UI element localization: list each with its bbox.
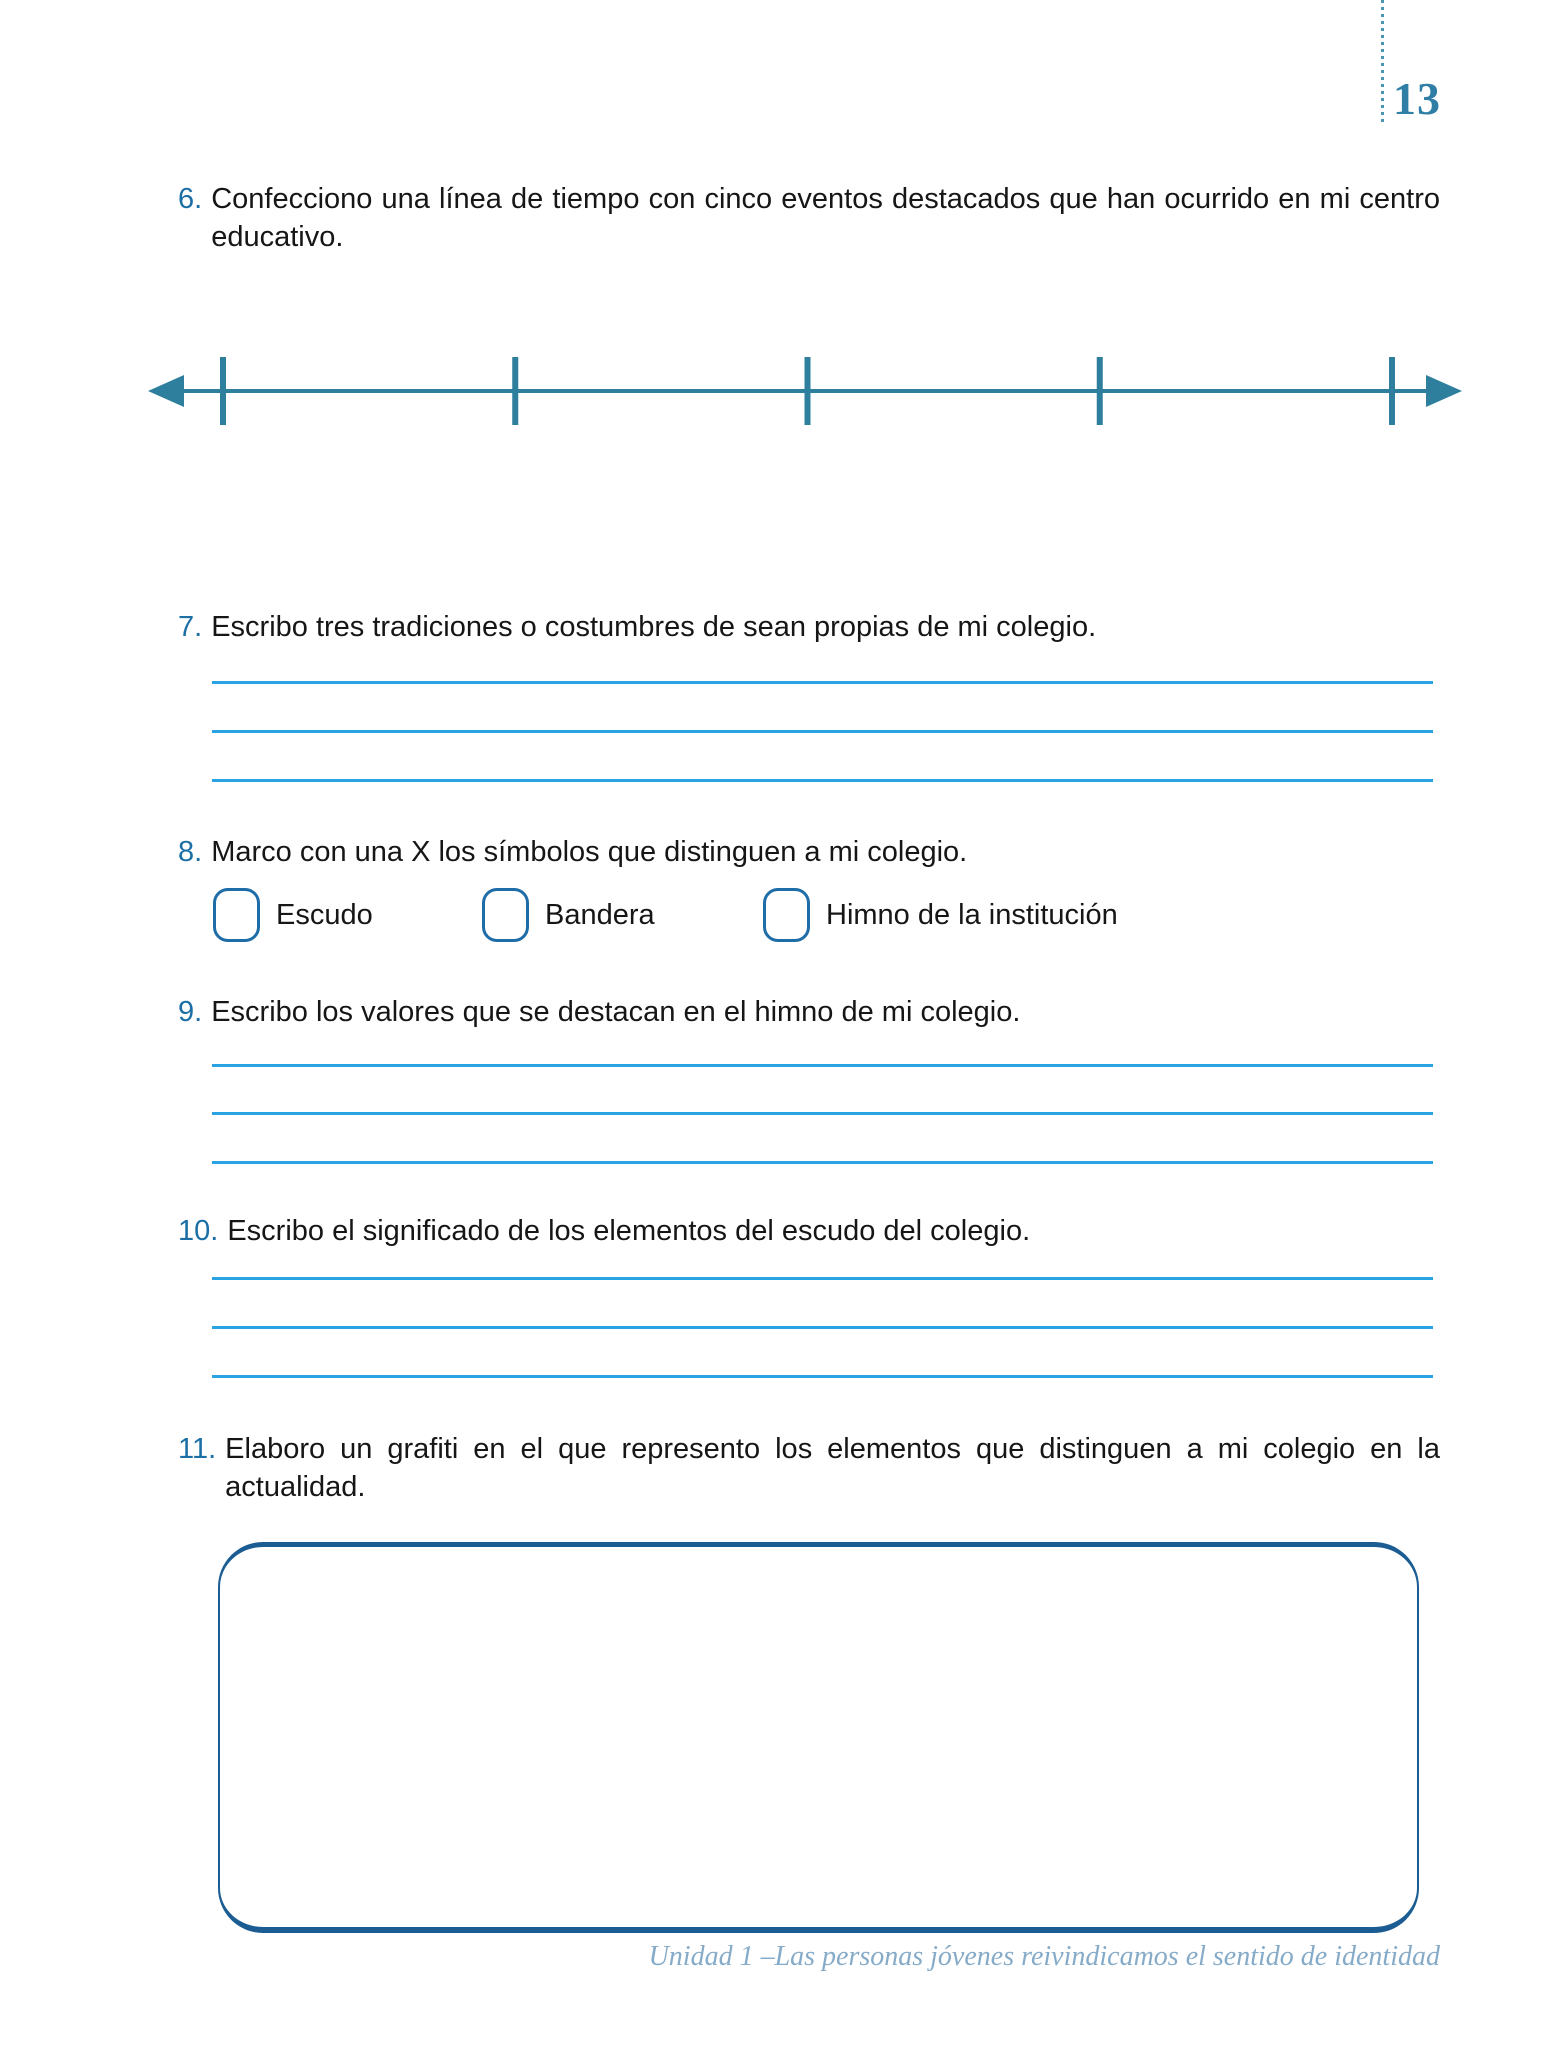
checkbox-himno-label: Himno de la institución (826, 898, 1118, 931)
answer-line[interactable] (212, 730, 1433, 733)
checkbox-bandera[interactable] (482, 888, 529, 942)
question-7 (178, 608, 1440, 646)
answer-line[interactable] (212, 1326, 1433, 1329)
question-11-text: Elaboro un grafiti en el que represento los elementos que distinguen a mi colegio en la actualidad. (225, 1433, 1440, 1503)
answer-line[interactable] (212, 1277, 1433, 1280)
answer-line[interactable] (212, 1112, 1433, 1115)
question-10 (178, 1212, 1440, 1250)
question-9-number: 9. (178, 996, 203, 1028)
checkbox-escudo[interactable] (213, 888, 260, 942)
timeline-graphic (140, 348, 1470, 434)
question-10-text: Escribo el significado de los elementos del escudo del colegio. (227, 1215, 1031, 1247)
question-8-text: Marco con una X los símbolos que distinguen a mi colegio. (211, 836, 968, 868)
page-number: 13 (1393, 73, 1441, 124)
question-11-number: 11. (178, 1433, 217, 1465)
question-6-text: Confecciono una línea de tiempo con cinco eventos destacados que han ocurrido en mi centro educativo. (211, 183, 1440, 253)
option-bandera (482, 888, 655, 942)
question-10-number: 10. (178, 1215, 219, 1247)
option-himno (763, 888, 1118, 942)
question-11 (178, 1430, 1440, 1506)
checkbox-escudo-label: Escudo (276, 898, 373, 931)
answer-line[interactable] (212, 1161, 1433, 1164)
question-8 (178, 833, 1440, 871)
answer-line[interactable] (212, 681, 1433, 684)
option-escudo (213, 888, 373, 942)
checkbox-bandera-label: Bandera (545, 898, 655, 931)
answer-line[interactable] (212, 779, 1433, 782)
question-9-text: Escribo los valores que se destacan en el himno de mi colegio. (211, 996, 1021, 1028)
question-7-number: 7. (178, 611, 203, 643)
footer-caption: Unidad 1 –Las personas jóvenes reivindicamos el sentido de identidad (648, 1941, 1440, 1972)
timeline-right-arrow-icon (1426, 375, 1462, 407)
timeline-svg (140, 348, 1470, 434)
checkbox-himno[interactable] (763, 888, 810, 942)
question-9 (178, 993, 1440, 1031)
question-8-number: 8. (178, 836, 203, 868)
question-6-number: 6. (178, 183, 203, 215)
grafiti-drawing-box[interactable] (218, 1542, 1419, 1933)
answer-line[interactable] (212, 1375, 1433, 1378)
timeline-left-arrow-icon (148, 375, 184, 407)
answer-line[interactable] (212, 1064, 1433, 1067)
question-7-text: Escribo tres tradiciones o costumbres de sean propias de mi colegio. (211, 611, 1097, 643)
question-6 (178, 180, 1440, 256)
margin-dotted-line (1381, 0, 1384, 126)
